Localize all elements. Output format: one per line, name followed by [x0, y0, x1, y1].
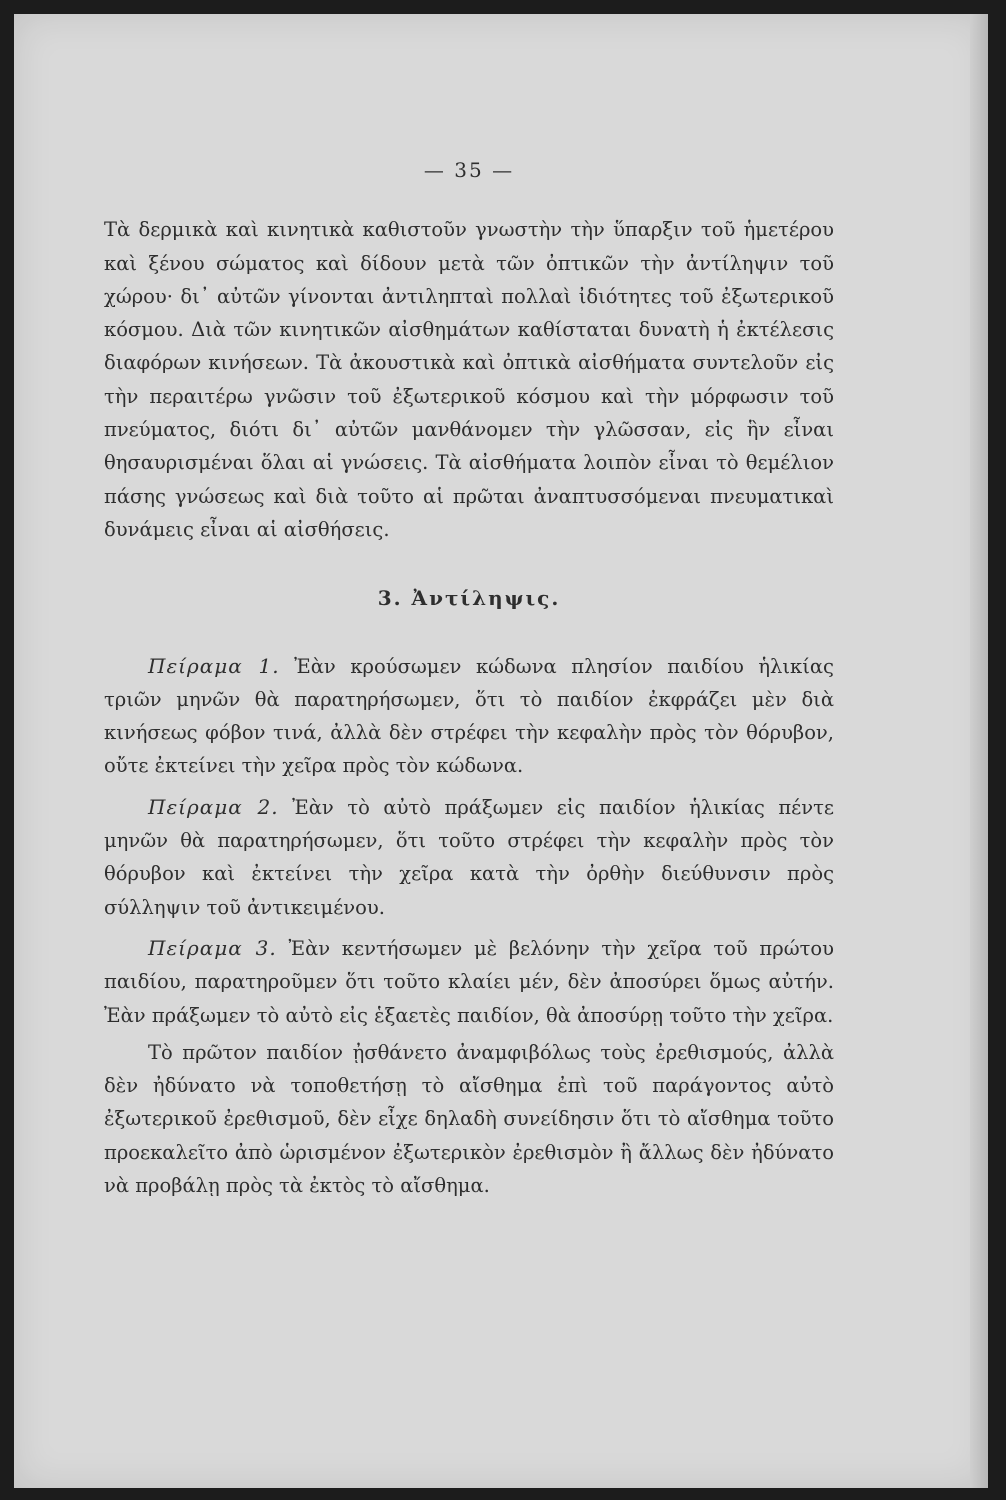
experiment-3 [104, 932, 834, 1032]
page-edge [970, 14, 988, 1488]
intro-paragraph: Τὰ δερμικὰ καὶ κινητικὰ καθιστοῦν γνωστὴν τὴν ὕπαρξιν τοῦ ἡμετέρου καὶ ξένου σώματος καὶ δίδουν μετὰ τῶν ὀπτικῶν τὴν ἀντίληψιν τοῦ χώρου· δι᾽ αὐτῶν γίνονται ἀντιληπταὶ πολλαὶ ἰδιότητες τοῦ ἐξωτερικοῦ κόσμου. Διὰ τῶν κινητικῶν αἰσθημάτων καθίσταται δυνατὴ ἡ ἐκτέλεσις διαφόρων κινήσεων. Τὰ ἀκουστικὰ καὶ ὀπτικὰ αἰσθήματα συντελοῦν εἰς τὴν περαιτέρω γνῶσιν τοῦ ἐξωτερικοῦ κόσμου καὶ τὴν μόρφωσιν τοῦ πνεύματος, διότι δι᾽ αὐτῶν μανθάνομεν τὴν γλῶσσαν, εἰς ἣν εἶναι θησαυρισμέναι ὅλαι αἱ γνώσεις. Τὰ αἰσθήματα λοιπὸν εἶναι τὸ θεμέλιον πάσης γνώσεως καὶ διὰ τοῦτο αἱ πρῶται ἀναπτυσσόμεναι πνευματικαὶ δυνάμεις εἶναι αἱ αἰσθήσεις. [104, 218, 834, 541]
section-heading: 3. Ἀντίληψις. [377, 586, 561, 611]
experiment-2 [104, 791, 834, 924]
experiment-1-text: Ἐὰν κρούσωμεν κώδωνα πλησίον παιδίου ἡλικίας τριῶν μηνῶν θὰ παρατηρήσωμεν, ὅτι τὸ παιδίον ἐκφράζει μὲν διὰ κινήσεως φόβον τινά, ἀλλὰ δὲν στρέφει τὴν κεφαλὴν πρὸς τὸν θόρυβον, οὔτε ἐκτείνει τὴν χεῖρα πρὸς τὸν κώδωνα. [104, 654, 834, 778]
book-page [14, 14, 988, 1488]
experiment-3-label: Πείραμα 3. [148, 935, 277, 960]
page-text-block [104, 154, 834, 1202]
page-number: — 35 — [423, 158, 515, 182]
experiment-2-text: Ἐὰν τὸ αὐτὸ πράξωμεν εἰς παιδίον ἡλικίας πέντε μηνῶν θὰ παρατηρήσωμεν, ὅτι τοῦτο στρέφει τὴν κεφαλὴν πρὸς τὸν θόρυβον καὶ ἐκτείνει τὴν χεῖρα κατὰ τὴν ὀρθὴν διεύθυνσιν πρὸς σύλληψιν τοῦ ἀντικειμένου. [104, 795, 834, 919]
experiment-1 [104, 650, 834, 783]
experiment-2-label: Πείραμα 2. [148, 794, 279, 819]
closing-paragraph: Τὸ πρῶτον παιδίον ᾐσθάνετο ἀναμφιβόλως τοὺς ἐρεθισμούς, ἀλλὰ δὲν ἠδύνατο νὰ τοποθετήσῃ τὸ αἴσθημα ἐπὶ τοῦ παράγοντος αὐτὸ ἐξωτερικοῦ ἐρεθισμοῦ, δὲν εἶχε δηλαδὴ συνείδησιν ὅτι τὸ αἴσθημα τοῦτο προεκαλεῖτο ἀπὸ ὡρισμένον ἐξωτερικὸν ἐρεθισμὸν ἢ ἄλλως δὲν ἠδύνατο νὰ προβάλῃ πρὸς τὰ ἐκτὸς τὸ αἴσθημα. [104, 1040, 834, 1198]
experiment-3-text: Ἐὰν κεντήσωμεν μὲ βελόνην τὴν χεῖρα τοῦ πρώτου παιδίου, παρατηροῦμεν ὅτι τοῦτο κλαίει μέν, δὲν ἀποσύρει ὅμως αὐτήν. Ἐὰν πράξωμεν τὸ αὐτὸ εἰς ἑξαετὲς παιδίον, θὰ ἀποσύρῃ τοῦτο τὴν χεῖρα. [104, 936, 834, 1027]
experiment-1-label: Πείραμα 1. [148, 653, 280, 678]
